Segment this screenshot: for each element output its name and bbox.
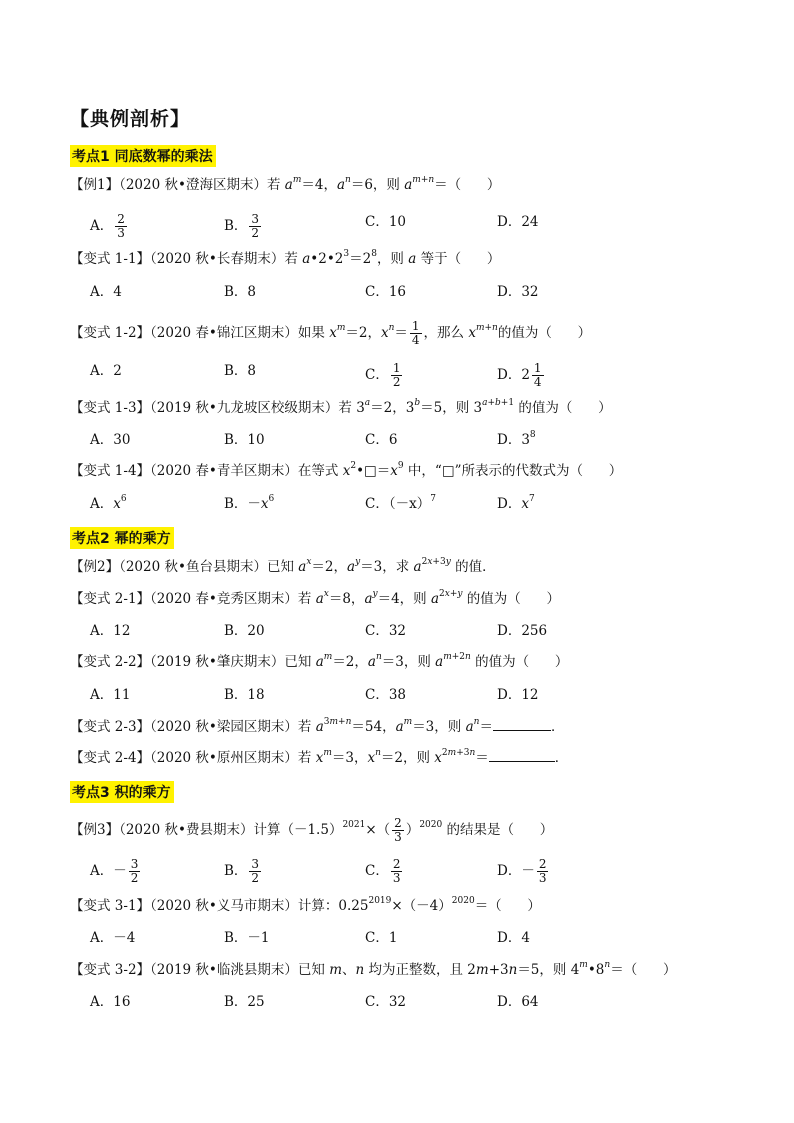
- option-c: C． $\frac{1}{2}$: [365, 361, 401, 389]
- variant-3-1: 【变式 3-1】（2020 秋•义马市期末）计算：$0.25^{2019}\times(-4)^{2020}=$（ ）: [70, 896, 541, 914]
- option-b: B．$-x^6$: [224, 494, 275, 512]
- option-a: A． $\frac{2}{3}$: [90, 212, 125, 240]
- variant-2-2: 【变式 2-2】（2019 秋•肇庆期末）已知 $a^m=2$，$a^n=3$，则 $a^{m+2n}$ 的值为（ ）: [70, 652, 569, 670]
- option-d: D．$x^7$: [497, 494, 535, 512]
- option-a: A．－4: [90, 930, 136, 946]
- option-a: A．11: [90, 687, 131, 703]
- option-c: C．10: [365, 214, 407, 230]
- option-a: A．$x^6$: [90, 494, 127, 512]
- section-title: 【典例剖析】: [70, 108, 191, 130]
- question-source: （2020 秋•澄海区期末）: [119, 177, 267, 193]
- variant-2-4: 【变式 2-4】（2020 秋•原州区期末）若 $x^m=3$，$x^n=2$，则 $x^{2m+3n}=$ ．: [70, 748, 569, 766]
- option-c: C．16: [365, 284, 407, 300]
- option-b: B． $\frac{3}{2}$: [224, 212, 260, 240]
- option-c: C．6: [365, 432, 398, 448]
- option-b: B．10: [224, 432, 265, 448]
- option-a: A．－ $\frac{3}{2}$: [90, 857, 139, 885]
- option-d: D．32: [497, 284, 539, 300]
- variant-1-4: 【变式 1-4】（2020 春•青羊区期末）在等式 $x^2•□=x^9$ 中，“□”所表示的代数式为（ ）: [70, 461, 623, 479]
- option-d: D．－ $\frac{2}{3}$: [497, 857, 547, 885]
- option-b: B．8: [224, 284, 257, 300]
- variant-1-2: 【变式 1-2】（2020 春•锦江区期末）如果 $x^m=2$，$x^n=$ $\frac{1}{4}$ ，那么 $x^{m+n}$的值为（ ）: [70, 319, 592, 347]
- option-c: C．32: [365, 623, 407, 639]
- option-a: A．30: [90, 432, 131, 448]
- option-c: C．38: [365, 687, 407, 703]
- variant-1-3: 【变式 1-3】（2019 秋•九龙坡区校级期末）若 $3^a=2$，$3^b=5$，则 $3^{a+b+1}$ 的值为（ ）: [70, 398, 612, 416]
- option-d: D．4: [497, 930, 530, 946]
- option-b: B．－1: [224, 930, 270, 946]
- option-c: C．$(-x)^7$: [365, 494, 436, 512]
- option-d: D．256: [497, 623, 548, 639]
- answer-blank: [493, 718, 551, 731]
- option-b: B． $\frac{3}{2}$: [224, 857, 260, 885]
- example-3: 【例3】（2020 秋•费县期末）计算$(-1.5)^{2021}\times$（ $\frac{2}{3}$ ）$^{2020}$ 的结果是（ ）: [70, 816, 554, 844]
- variant-2-3: 【变式 2-3】（2020 秋•梁园区期末）若 $a^{3m+n}=54$，$a^m=3$，则 $a^n=$ ．: [70, 717, 565, 735]
- option-b: B．20: [224, 623, 265, 639]
- option-a: A．4: [90, 284, 122, 300]
- option-b: B．25: [224, 994, 265, 1010]
- example-1: 【例1】（2020 秋•澄海区期末）若 $a^m=4$，$a^n=6$，则 $a^{m+n}=$（ ）: [70, 175, 501, 193]
- kaodian-3-label: 考点3 积的乘方: [70, 781, 174, 803]
- option-d: D．2 $\frac{1}{4}$: [497, 361, 542, 389]
- question-tag: 【例1】: [70, 177, 120, 193]
- option-d: D．24: [497, 214, 539, 230]
- option-b: B．8: [224, 363, 257, 379]
- option-b: B．18: [224, 687, 265, 703]
- option-a: A．16: [90, 994, 131, 1010]
- option-c: C．1: [365, 930, 398, 946]
- kaodian-2-label: 考点2 幂的乘方: [70, 527, 174, 549]
- option-d: D．$3^8$: [497, 430, 536, 448]
- answer-blank: [489, 749, 555, 762]
- variant-3-2: 【变式 3-2】（2019 秋•临洮县期末）已知 m、n 均为正整数，且 2m+3n＝5，则 $4^m•8^n=$（ ）: [70, 960, 677, 978]
- option-a: A．2: [90, 363, 122, 379]
- option-a: A．12: [90, 623, 131, 639]
- example-2: 【例2】（2020 秋•鱼台县期末）已知 $a^x=2$，$a^y=3$，求 $a^{2x+3y}$ 的值．: [70, 557, 496, 575]
- option-c: C． $\frac{2}{3}$: [365, 857, 401, 885]
- variant-2-1: 【变式 2-1】（2020 春•竞秀区期末）若 $a^x=8$，$a^y=4$，则 $a^{2x+y}$ 的值为（ ）: [70, 589, 561, 607]
- kaodian-1-label: 考点1 同底数幂的乘法: [70, 145, 216, 167]
- option-d: D．64: [497, 994, 539, 1010]
- option-c: C．32: [365, 994, 407, 1010]
- variant-1-1: 【变式 1-1】（2020 秋•长春期末）若 $a•2•2^3=2^8$，则 a 等于（ ）: [70, 249, 501, 267]
- option-d: D．12: [497, 687, 539, 703]
